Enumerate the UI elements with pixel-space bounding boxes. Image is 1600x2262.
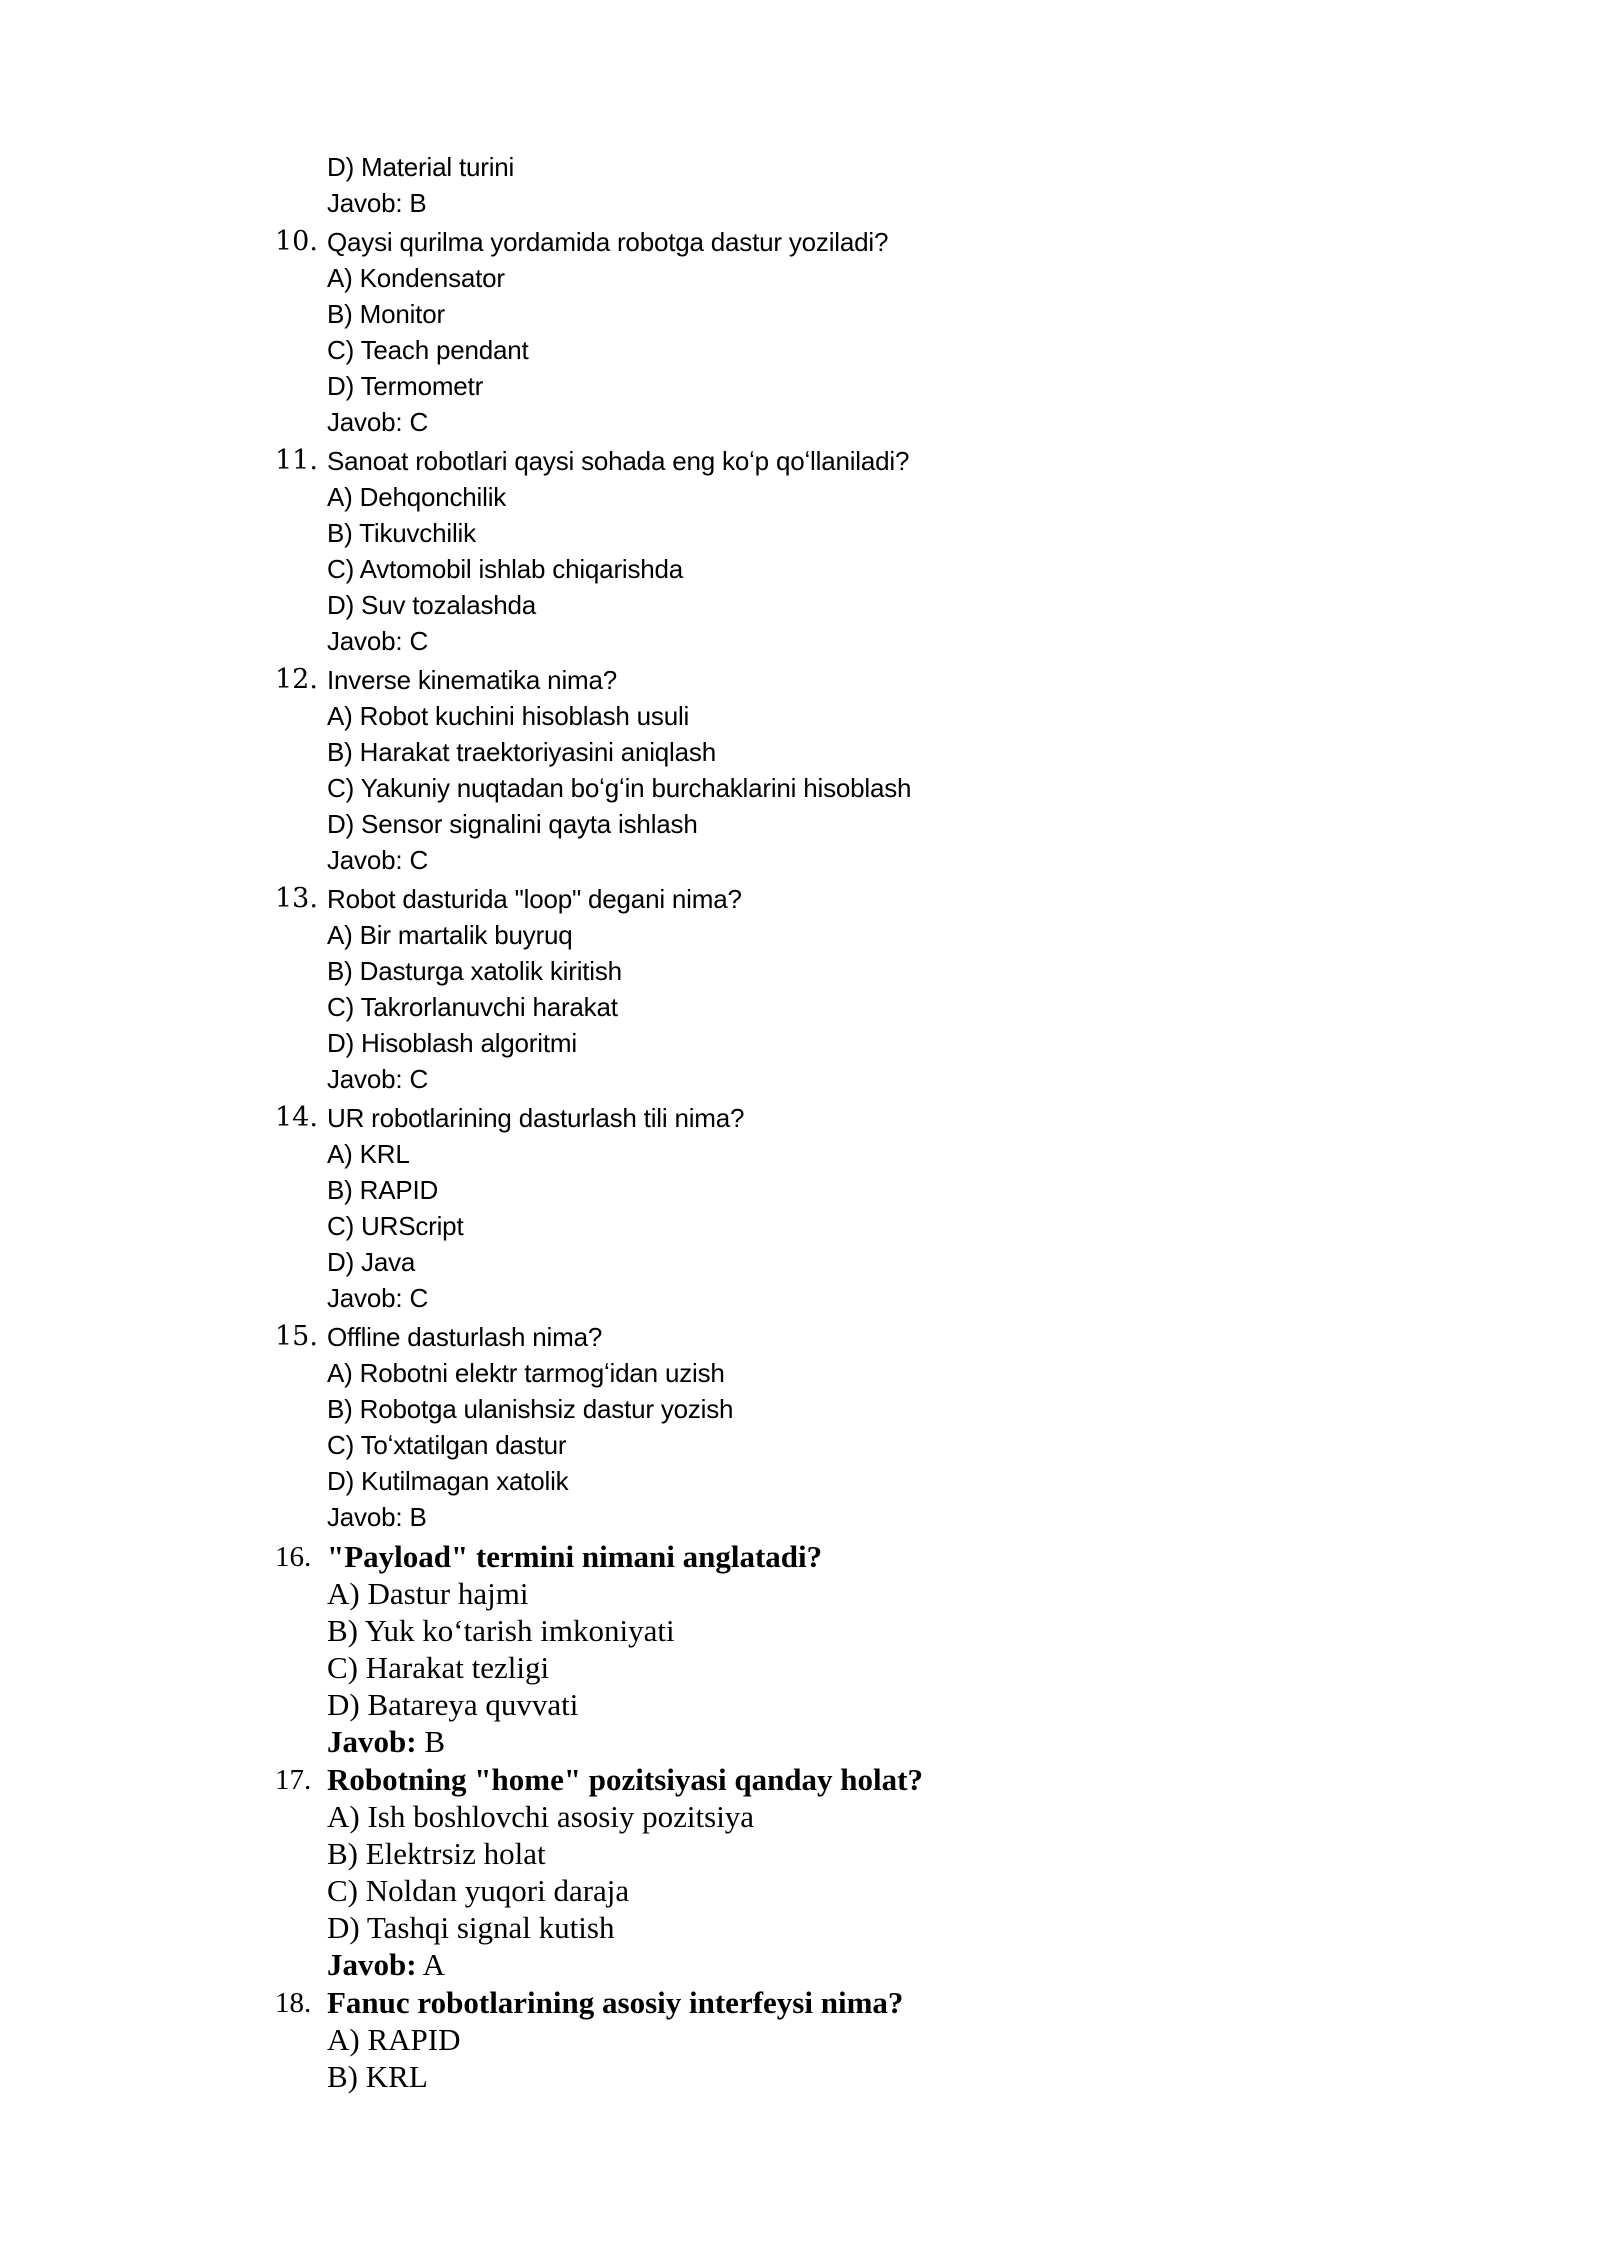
answer-label: Javob: bbox=[327, 407, 403, 437]
option-c: C) Noldan yuqori daraja bbox=[327, 1873, 630, 1908]
answer-line bbox=[327, 1947, 445, 1983]
option-b: B) Dasturga xatolik kiritish bbox=[327, 956, 622, 986]
answer-label: Javob: bbox=[327, 1724, 417, 1759]
option-d: D) Kutilmagan xatolik bbox=[327, 1466, 569, 1496]
option-a: A) KRL bbox=[327, 1139, 410, 1169]
option-c: C) Takrorlanuvchi harakat bbox=[327, 992, 618, 1022]
answer-value: A bbox=[422, 1947, 446, 1982]
question-text: Robot dasturida "loop" degani nima? bbox=[327, 884, 742, 914]
answer-line bbox=[327, 626, 428, 657]
option-a: A) Bir martalik buyruq bbox=[327, 920, 573, 950]
answer-line bbox=[327, 1724, 445, 1760]
question-text: Fanuc robotlarining asosiy interfeysi nima? bbox=[327, 1985, 904, 2020]
answer-value: C bbox=[409, 845, 429, 875]
answer-label: Javob: bbox=[327, 1283, 403, 1313]
option-b: B) Robotga ulanishsiz dastur yozish bbox=[327, 1394, 734, 1424]
question-number: 11. bbox=[275, 445, 318, 476]
option-b: B) Harakat traektoriyasini aniqlash bbox=[327, 737, 716, 767]
option-b: B) KRL bbox=[327, 2059, 428, 2094]
option-a: A) Ish boshlovchi asosiy pozitsiya bbox=[327, 1799, 755, 1834]
answer-label: Javob: bbox=[327, 1502, 403, 1532]
question-text: Robotning "home" pozitsiyasi qanday holat? bbox=[327, 1762, 923, 1797]
option-c: C) Avtomobil ishlab chiqarishda bbox=[327, 554, 684, 584]
lead-answer: Javob: B bbox=[327, 188, 427, 218]
question-text: Offline dasturlash nima? bbox=[327, 1322, 603, 1352]
question-text: "Payload" termini nimani anglatadi? bbox=[327, 1539, 823, 1574]
option-b: B) Elektrsiz holat bbox=[327, 1836, 546, 1871]
answer-value: B bbox=[424, 1724, 446, 1759]
option-d: D) Tashqi signal kutish bbox=[327, 1910, 615, 1945]
question-number: 15. bbox=[275, 1321, 318, 1352]
answer-value: C bbox=[409, 407, 429, 437]
option-c: C) Teach pendant bbox=[327, 335, 529, 365]
option-a: A) Dehqonchilik bbox=[327, 482, 507, 512]
question-text: Qaysi qurilma yordamida robotga dastur yoziladi? bbox=[327, 227, 889, 257]
question-number: 16. bbox=[275, 1541, 312, 1573]
answer-line bbox=[327, 845, 428, 876]
option-c: C) Toʻxtatilgan dastur bbox=[327, 1430, 567, 1460]
option-c: C) URScript bbox=[327, 1211, 464, 1241]
option-d: D) Suv tozalashda bbox=[327, 590, 537, 620]
option-d: D) Java bbox=[327, 1247, 416, 1277]
option-d: D) Sensor signalini qayta ishlash bbox=[327, 809, 698, 839]
answer-line bbox=[327, 1502, 427, 1533]
answer-value: C bbox=[409, 626, 429, 656]
option-c: C) Harakat tezligi bbox=[327, 1650, 550, 1685]
answer-line bbox=[327, 1283, 428, 1314]
answer-label: Javob: bbox=[327, 1947, 417, 1982]
question-number: 17. bbox=[275, 1764, 312, 1796]
answer-label: Javob: bbox=[327, 1064, 403, 1094]
option-a: A) Kondensator bbox=[327, 263, 505, 293]
option-a: A) Robot kuchini hisoblash usuli bbox=[327, 701, 690, 731]
answer-label: Javob: bbox=[327, 845, 403, 875]
option-d: D) Termometr bbox=[327, 371, 484, 401]
answer-line bbox=[327, 1064, 428, 1095]
question-number: 12. bbox=[275, 664, 318, 695]
option-b: B) Tikuvchilik bbox=[327, 518, 476, 548]
lead-option-d: D) Material turini bbox=[327, 152, 515, 182]
option-d: D) Hisoblash algoritmi bbox=[327, 1028, 577, 1058]
option-d: D) Batareya quvvati bbox=[327, 1687, 579, 1722]
option-a: A) Robotni elektr tarmogʻidan uzish bbox=[327, 1358, 725, 1388]
question-number: 13. bbox=[275, 883, 318, 914]
answer-value: B bbox=[409, 1502, 427, 1532]
option-b: B) Yuk koʻtarish imkoniyati bbox=[327, 1613, 675, 1648]
question-text: Inverse kinematika nima? bbox=[327, 665, 617, 695]
option-b: B) Monitor bbox=[327, 299, 445, 329]
answer-label: Javob: bbox=[327, 626, 403, 656]
question-number: 18. bbox=[275, 1987, 312, 2019]
answer-value: C bbox=[409, 1064, 429, 1094]
answer-value: C bbox=[409, 1283, 429, 1313]
option-c: C) Yakuniy nuqtadan boʻgʻin burchaklarini hisoblash bbox=[327, 773, 912, 803]
question-number: 10. bbox=[275, 226, 318, 257]
answer-line bbox=[327, 407, 428, 438]
question-text: UR robotlarining dasturlash tili nima? bbox=[327, 1103, 745, 1133]
question-text: Sanoat robotlari qaysi sohada eng koʻp qoʻllaniladi? bbox=[327, 446, 910, 476]
option-a: A) Dastur hajmi bbox=[327, 1576, 529, 1611]
question-number: 14. bbox=[275, 1102, 318, 1133]
option-b: B) RAPID bbox=[327, 1175, 439, 1205]
option-a: A) RAPID bbox=[327, 2022, 461, 2057]
